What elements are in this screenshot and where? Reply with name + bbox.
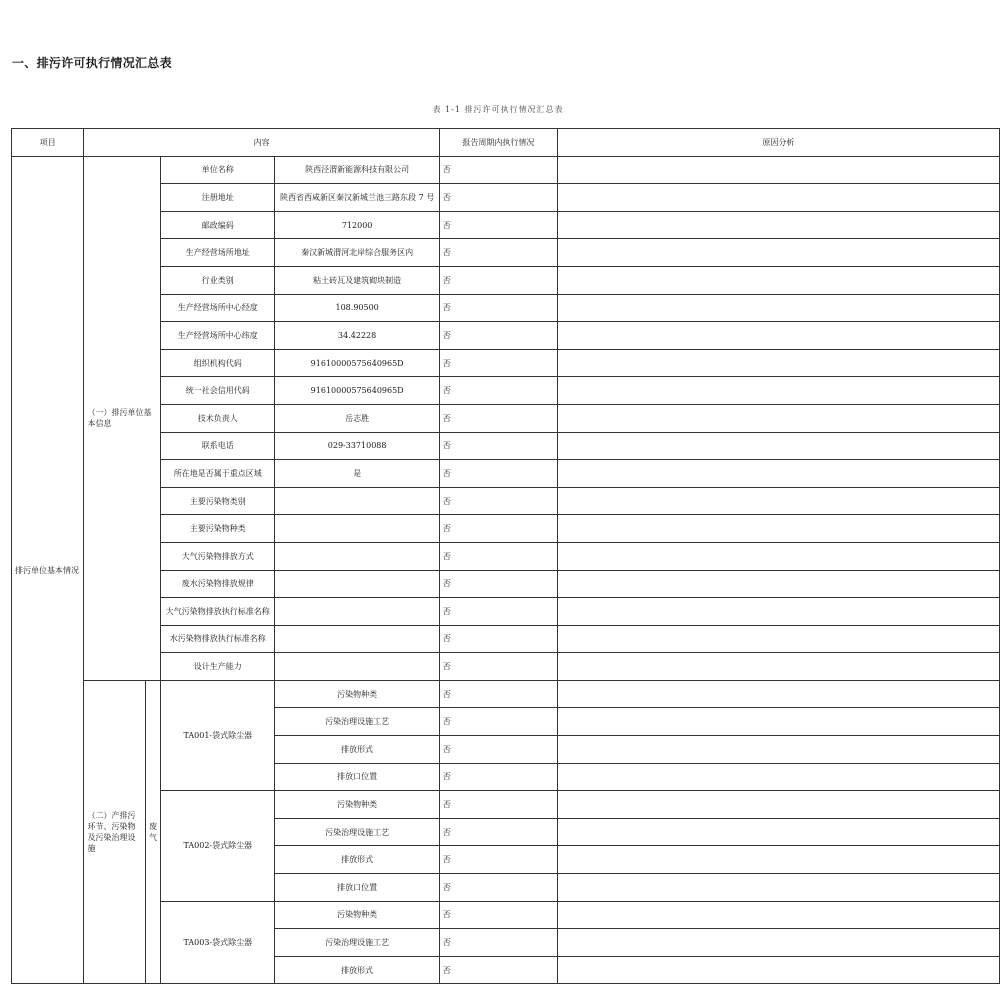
execution-status: 否 bbox=[439, 460, 557, 488]
facility-item-label: 污染物种类 bbox=[275, 791, 439, 819]
execution-status: 否 bbox=[439, 377, 557, 405]
facility-name: TA001-袋式除尘器 bbox=[161, 680, 275, 790]
field-value: 岳志胜 bbox=[275, 404, 439, 432]
execution-status: 否 bbox=[439, 598, 557, 626]
field-label: 单位名称 bbox=[161, 156, 275, 184]
execution-status: 否 bbox=[439, 653, 557, 681]
execution-status: 否 bbox=[439, 874, 557, 902]
analysis-cell bbox=[557, 680, 999, 708]
section-title: 一、排污许可执行情况汇总表 bbox=[12, 56, 172, 70]
table-row bbox=[12, 266, 1000, 294]
analysis-cell bbox=[557, 487, 999, 515]
analysis-cell bbox=[557, 432, 999, 460]
analysis-cell bbox=[557, 846, 999, 874]
table-row bbox=[12, 653, 1000, 681]
analysis-cell bbox=[557, 156, 999, 184]
analysis-cell bbox=[557, 349, 999, 377]
field-label: 设计生产能力 bbox=[161, 653, 275, 681]
group-label: 排污单位基本情况 bbox=[12, 156, 84, 984]
field-label: 所在地是否属于重点区域 bbox=[161, 460, 275, 488]
field-label: 主要污染物种类 bbox=[161, 515, 275, 543]
table-row bbox=[12, 791, 1000, 819]
field-value: 陕西省西咸新区秦汉新城兰池三路东段 7 号 bbox=[275, 184, 439, 212]
analysis-cell bbox=[557, 294, 999, 322]
field-label: 水污染物排放执行标准名称 bbox=[161, 625, 275, 653]
field-label: 生产经营场所中心纬度 bbox=[161, 322, 275, 350]
table-row bbox=[12, 211, 1000, 239]
facility-item-label: 污染物种类 bbox=[275, 901, 439, 929]
field-label: 大气污染物排放方式 bbox=[161, 542, 275, 570]
facility-item-label: 污染治理设施工艺 bbox=[275, 818, 439, 846]
field-value bbox=[275, 598, 439, 626]
analysis-cell bbox=[557, 570, 999, 598]
analysis-cell bbox=[557, 763, 999, 791]
execution-status: 否 bbox=[439, 929, 557, 957]
facility-item-label: 污染治理设施工艺 bbox=[275, 929, 439, 957]
category-waste-gas: 废气 bbox=[146, 680, 161, 984]
facility-name: TA003-袋式除尘器 bbox=[161, 901, 275, 984]
execution-status: 否 bbox=[439, 708, 557, 736]
analysis-cell bbox=[557, 266, 999, 294]
table-row bbox=[12, 598, 1000, 626]
execution-status: 否 bbox=[439, 239, 557, 267]
analysis-cell bbox=[557, 184, 999, 212]
execution-status: 否 bbox=[439, 956, 557, 984]
execution-status: 否 bbox=[439, 404, 557, 432]
table-row bbox=[12, 377, 1000, 405]
header-analysis: 原因分析 bbox=[557, 129, 999, 157]
field-label: 注册地址 bbox=[161, 184, 275, 212]
table-row bbox=[12, 515, 1000, 543]
header-item: 项目 bbox=[12, 129, 84, 157]
facility-item-label: 排放形式 bbox=[275, 956, 439, 984]
table-row bbox=[12, 184, 1000, 212]
analysis-cell bbox=[557, 708, 999, 736]
analysis-cell bbox=[557, 515, 999, 543]
facility-item-label: 排放形式 bbox=[275, 846, 439, 874]
field-value: 029-33710088 bbox=[275, 432, 439, 460]
execution-status: 否 bbox=[439, 211, 557, 239]
field-label: 技术负责人 bbox=[161, 404, 275, 432]
subgroup-facilities: （二）产排污环节、污染物及污染治理设施 bbox=[84, 680, 146, 984]
analysis-cell bbox=[557, 211, 999, 239]
facility-item-label: 污染物种类 bbox=[275, 680, 439, 708]
execution-status: 否 bbox=[439, 680, 557, 708]
table-row bbox=[12, 432, 1000, 460]
field-label: 统一社会信用代码 bbox=[161, 377, 275, 405]
analysis-cell bbox=[557, 791, 999, 819]
field-label: 生产经营场所中心经度 bbox=[161, 294, 275, 322]
field-value bbox=[275, 487, 439, 515]
field-label: 组织机构代码 bbox=[161, 349, 275, 377]
analysis-cell bbox=[557, 901, 999, 929]
execution-status: 否 bbox=[439, 846, 557, 874]
analysis-cell bbox=[557, 542, 999, 570]
facility-name: TA002-袋式除尘器 bbox=[161, 791, 275, 901]
field-value: 秦汉新城渭河北岸综合服务区内 bbox=[275, 239, 439, 267]
analysis-cell bbox=[557, 460, 999, 488]
field-label: 行业类别 bbox=[161, 266, 275, 294]
field-value: 91610000575640965D bbox=[275, 377, 439, 405]
permit-summary-table bbox=[11, 128, 1000, 984]
analysis-cell bbox=[557, 929, 999, 957]
field-value bbox=[275, 542, 439, 570]
field-label: 邮政编码 bbox=[161, 211, 275, 239]
field-value bbox=[275, 653, 439, 681]
analysis-cell bbox=[557, 956, 999, 984]
header-execution: 报告周期内执行情况 bbox=[439, 129, 557, 157]
execution-status: 否 bbox=[439, 156, 557, 184]
field-label: 大气污染物排放执行标准名称 bbox=[161, 598, 275, 626]
analysis-cell bbox=[557, 598, 999, 626]
table-row bbox=[12, 460, 1000, 488]
execution-status: 否 bbox=[439, 294, 557, 322]
field-label: 生产经营场所地址 bbox=[161, 239, 275, 267]
header-content: 内容 bbox=[84, 129, 439, 157]
field-label: 联系电话 bbox=[161, 432, 275, 460]
subgroup-basic-info: （一）排污单位基本信息 bbox=[84, 156, 161, 680]
execution-status: 否 bbox=[439, 349, 557, 377]
execution-status: 否 bbox=[439, 515, 557, 543]
table-row bbox=[12, 239, 1000, 267]
field-label: 主要污染物类别 bbox=[161, 487, 275, 515]
analysis-cell bbox=[557, 874, 999, 902]
execution-status: 否 bbox=[439, 818, 557, 846]
analysis-cell bbox=[557, 377, 999, 405]
table-row bbox=[12, 404, 1000, 432]
field-value: 是 bbox=[275, 460, 439, 488]
table-caption: 表 1-1 排污许可执行情况汇总表 bbox=[432, 105, 564, 114]
table-row bbox=[12, 625, 1000, 653]
table-row bbox=[12, 294, 1000, 322]
execution-status: 否 bbox=[439, 570, 557, 598]
table-row bbox=[12, 487, 1000, 515]
field-value: 91610000575640965D bbox=[275, 349, 439, 377]
analysis-cell bbox=[557, 322, 999, 350]
field-value: 108.90500 bbox=[275, 294, 439, 322]
field-value: 712000 bbox=[275, 211, 439, 239]
execution-status: 否 bbox=[439, 266, 557, 294]
field-value: 34.42228 bbox=[275, 322, 439, 350]
field-value bbox=[275, 625, 439, 653]
analysis-cell bbox=[557, 239, 999, 267]
analysis-cell bbox=[557, 653, 999, 681]
table-row bbox=[12, 349, 1000, 377]
field-value bbox=[275, 515, 439, 543]
table-row bbox=[12, 322, 1000, 350]
field-label: 废水污染物排放规律 bbox=[161, 570, 275, 598]
execution-status: 否 bbox=[439, 432, 557, 460]
table-row bbox=[12, 570, 1000, 598]
field-value: 粘土砖瓦及建筑砌块制造 bbox=[275, 266, 439, 294]
field-value: 陕西泾渭新能源科技有限公司 bbox=[275, 156, 439, 184]
facility-item-label: 污染治理设施工艺 bbox=[275, 708, 439, 736]
execution-status: 否 bbox=[439, 901, 557, 929]
analysis-cell bbox=[557, 625, 999, 653]
analysis-cell bbox=[557, 818, 999, 846]
table-row bbox=[12, 542, 1000, 570]
execution-status: 否 bbox=[439, 791, 557, 819]
execution-status: 否 bbox=[439, 763, 557, 791]
facility-item-label: 排放形式 bbox=[275, 736, 439, 764]
facility-item-label: 排放口位置 bbox=[275, 874, 439, 902]
field-value bbox=[275, 570, 439, 598]
table-header-row bbox=[12, 129, 1000, 157]
execution-status: 否 bbox=[439, 184, 557, 212]
facility-item-label: 排放口位置 bbox=[275, 763, 439, 791]
execution-status: 否 bbox=[439, 625, 557, 653]
execution-status: 否 bbox=[439, 542, 557, 570]
analysis-cell bbox=[557, 736, 999, 764]
execution-status: 否 bbox=[439, 736, 557, 764]
analysis-cell bbox=[557, 404, 999, 432]
execution-status: 否 bbox=[439, 487, 557, 515]
table-row bbox=[12, 901, 1000, 929]
table-row bbox=[12, 156, 1000, 184]
execution-status: 否 bbox=[439, 322, 557, 350]
table-row bbox=[12, 680, 1000, 708]
